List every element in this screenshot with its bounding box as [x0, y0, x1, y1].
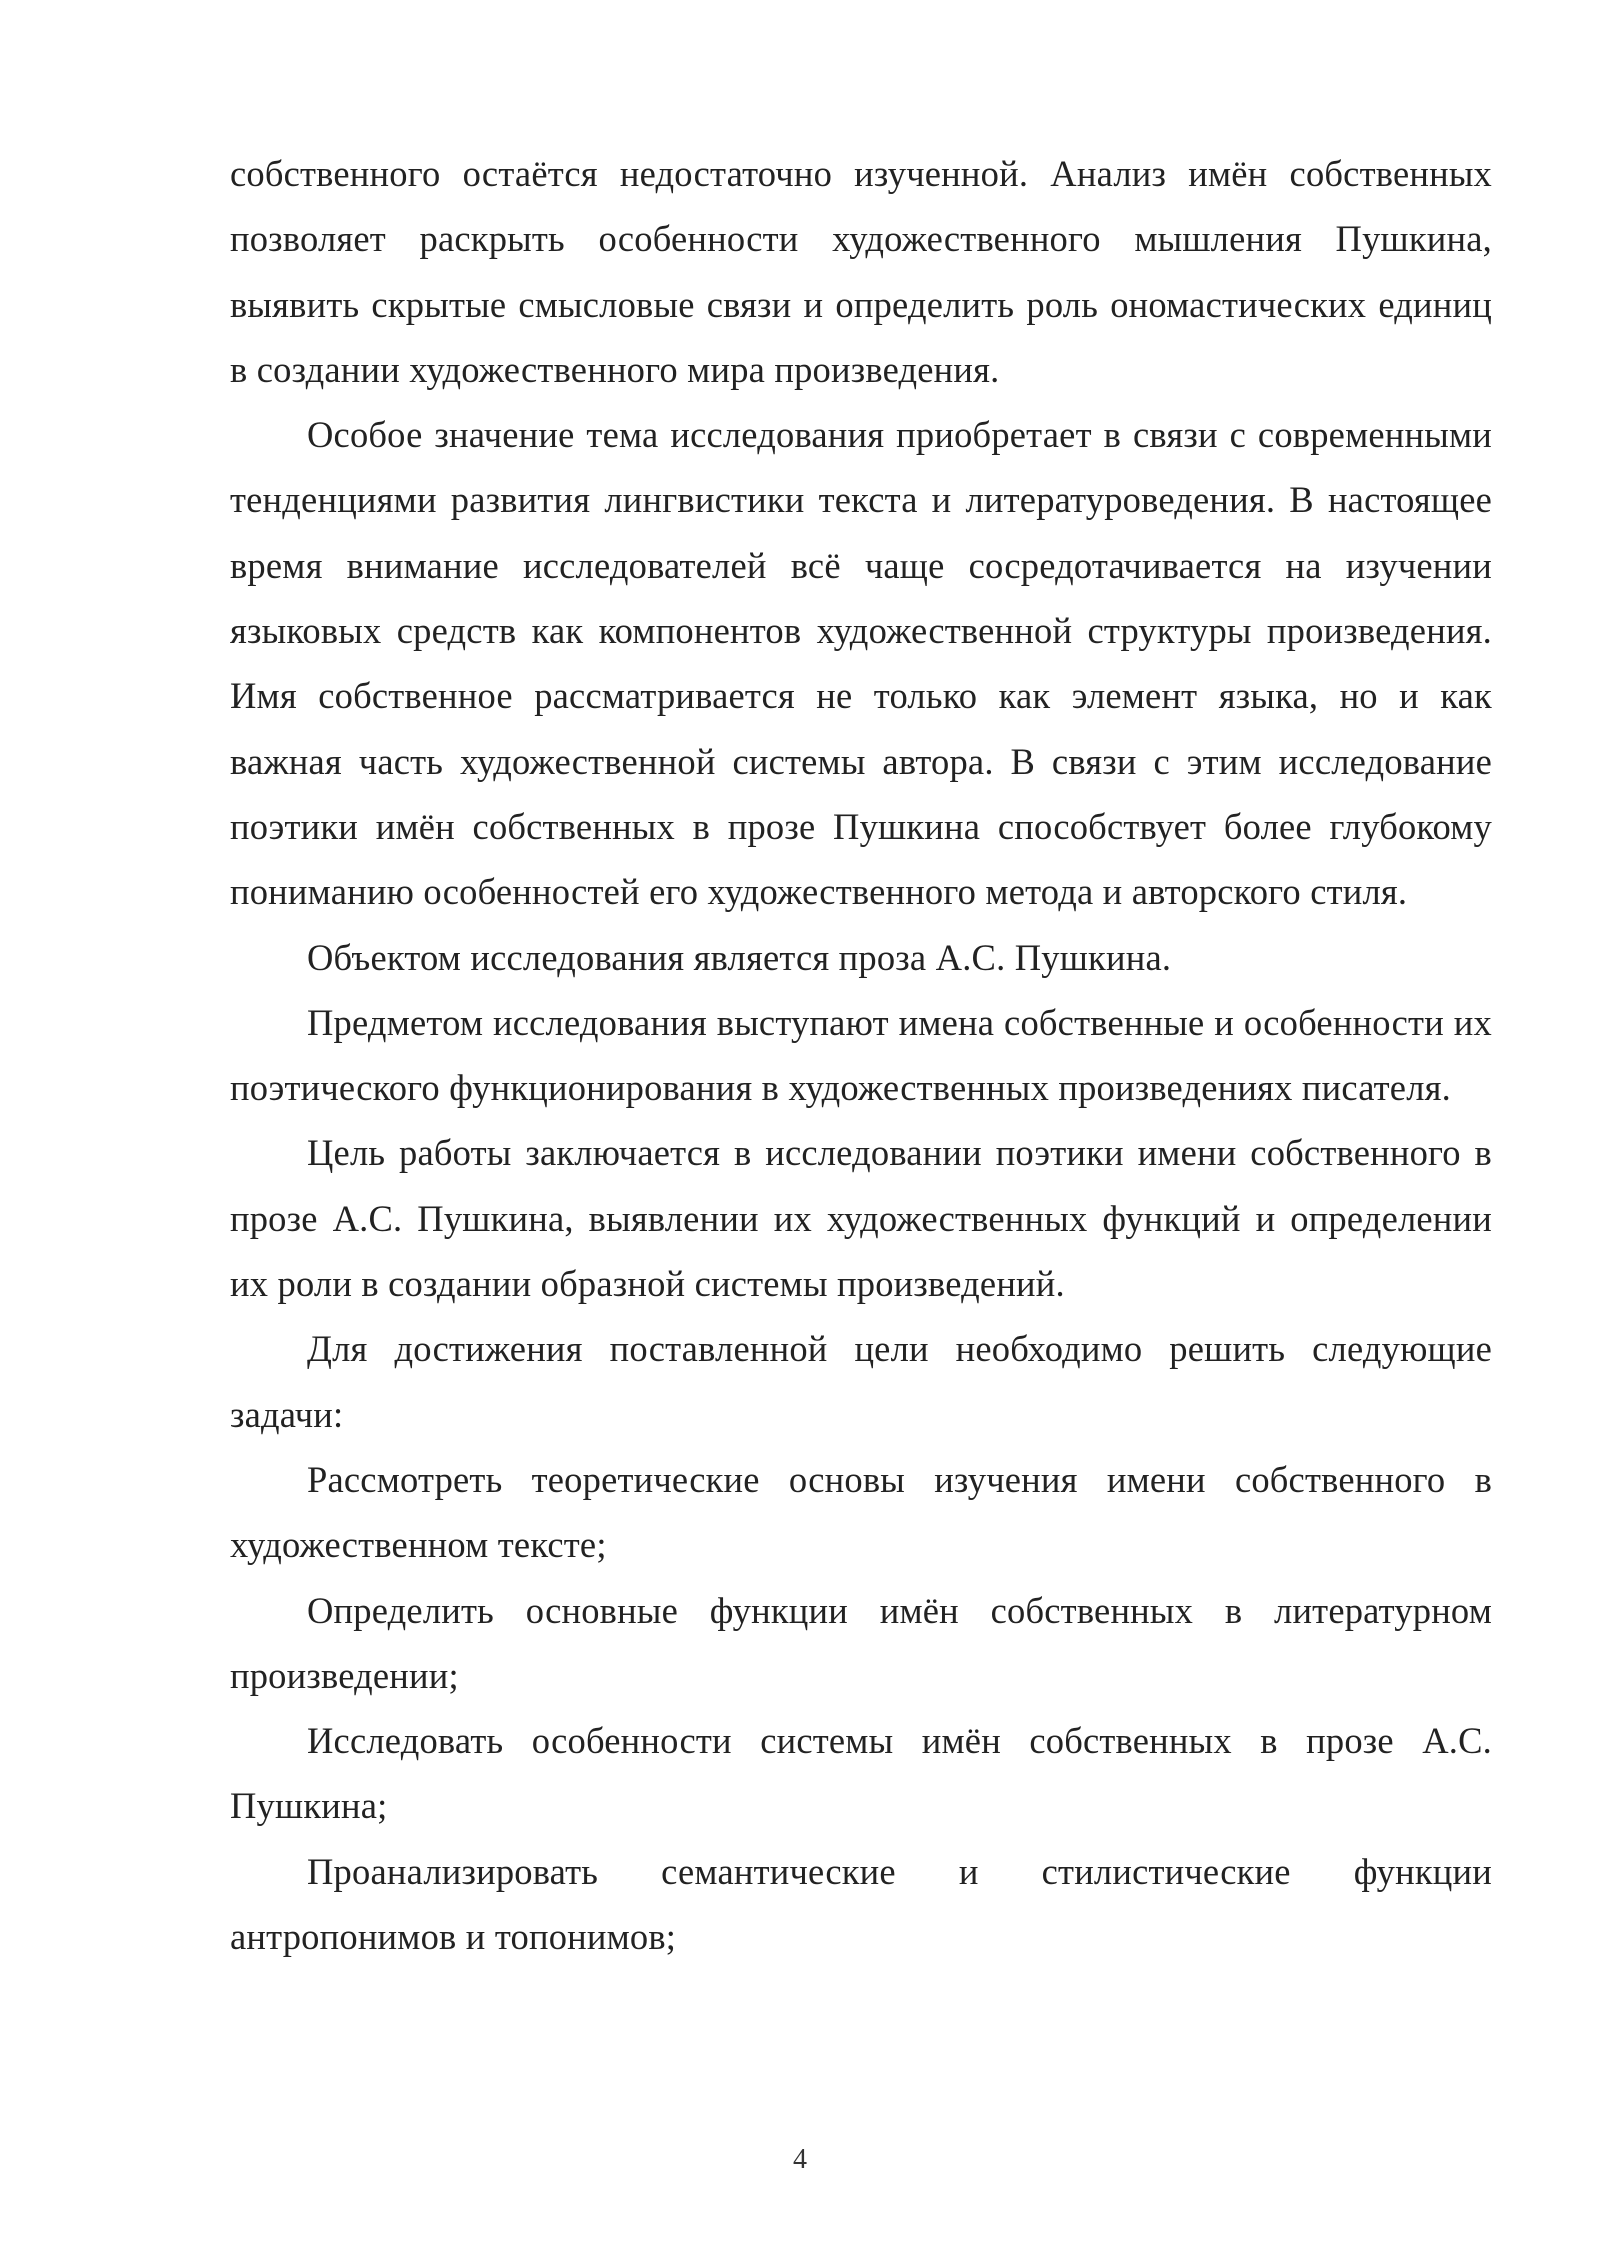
paragraph-subject: Предметом исследования выступают имена собственные и особенности их поэтического функционирования в художественных произведениях писателя. [230, 1001, 1492, 1109]
paragraph-tasks-intro: Для достижения поставленной цели необходимо решить следующие задачи: [230, 1328, 1492, 1435]
paragraph-goal: Цель работы заключается в исследовании поэтики имени собственного в прозе А.С. Пушкина, выявлении их художественных функций и определении их роли в создании образной системы произведений. [230, 1132, 1492, 1305]
task-item: Рассмотреть теоретические основы изучения имени собственного в художественном тексте; [230, 1458, 1492, 1566]
task-item: Исследовать особенности системы имён собственных в прозе А.С. Пушкина; [230, 1720, 1492, 1827]
paragraph-continuation: собственного остаётся недостаточно изученной. Анализ имён собственных позволяет раскрыть особенности художественного мышления Пушкина, выявить скрытые смысловые связи и определить роль ономастических единиц в создании художественного мира произведения. [230, 153, 1492, 390]
task-item: Проанализировать семантические и стилистические функции антропонимов и топонимов; [230, 1850, 1492, 1958]
paragraph-object: Объектом исследования является проза А.С. Пушкина. [307, 936, 1172, 978]
task-item: Определить основные функции имён собственных в литературном произведении; [230, 1589, 1492, 1696]
body-text [230, 141, 1492, 1969]
page-number: 4 [793, 2144, 807, 2175]
paragraph-relevance: Особое значение тема исследования приобретает в связи с современными тенденциями развития лингвистики текста и литературоведения. В настоящее время внимание исследователей всё чаще сосредотачивается на изучении языковых средств как компонентов художественной структуры произведения. Имя собственное рассматривается не только как элемент языка, но и как важная часть художественной системы автора. В связи с этим исследование поэтики имён собственных в прозе Пушкина способствует более глубокому пониманию особенностей его художественного метода и авторского стиля. [230, 414, 1492, 913]
